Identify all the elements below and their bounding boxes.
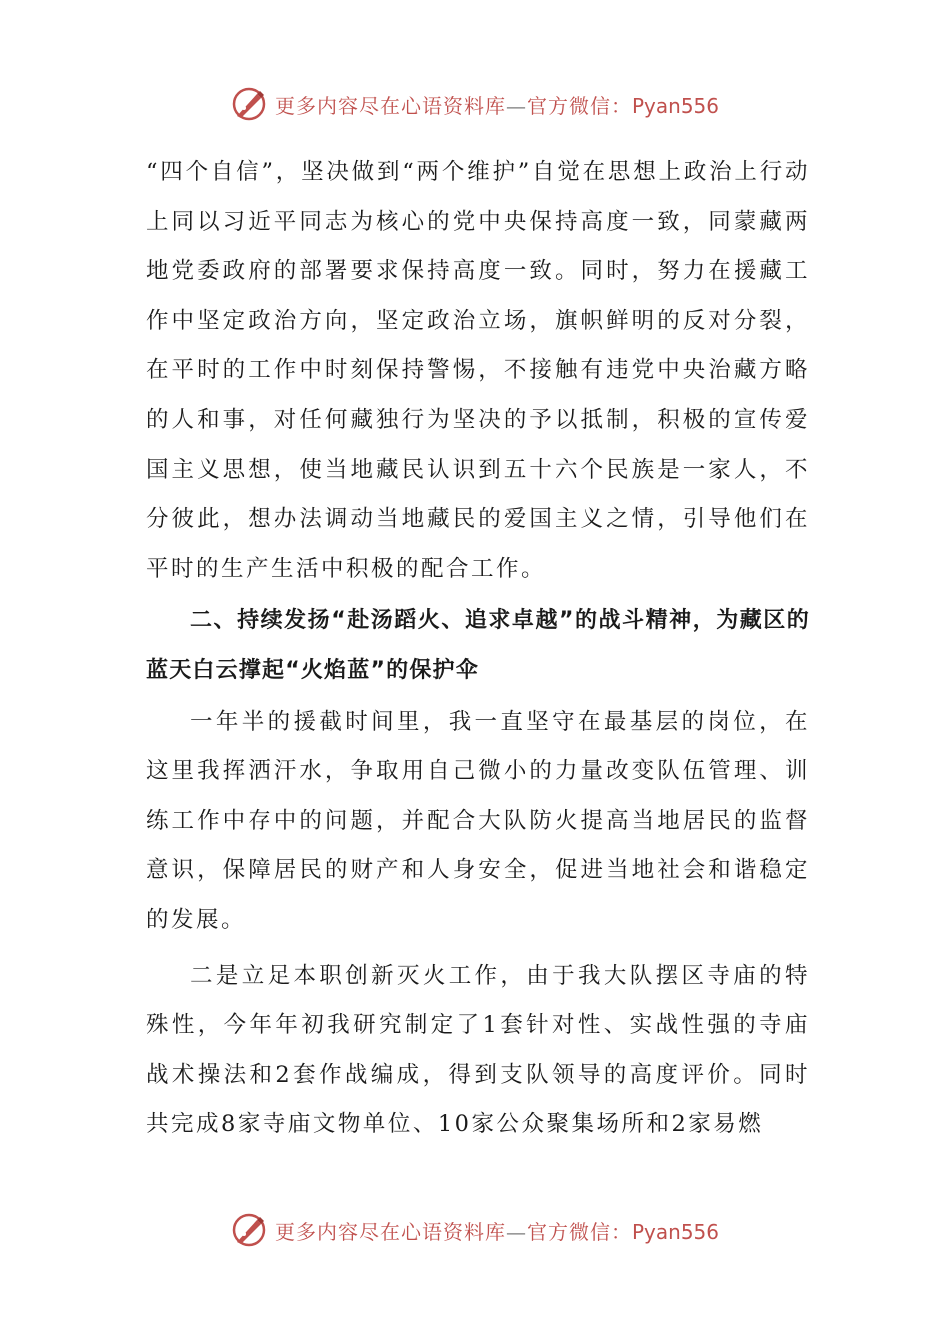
pen-seal-icon: [231, 1212, 267, 1248]
section-heading-2: 二、持续发扬“赴汤蹈火、追求卓越”的战斗精神，为藏区的蓝天白云撑起“火焰蓝”的保护伞: [146, 608, 810, 683]
footer-banner-title: 更多内容尽在心语资料库: [274, 1219, 506, 1244]
header-banner: [0, 82, 950, 126]
paragraph-2: 一年半的援截时间里，我一直坚守在最基层的岗位，在这里我挥洒汗水，争取用自己微小的力量改变队伍管理、训练工作中存中的问题，并配合大队防火提高当地居民的监督意识，保障居民的财产和人身安全，促进当地社会和谐稳定的发展。: [146, 708, 810, 933]
header-banner-separator: —: [505, 93, 527, 118]
footer-banner-text: [275, 1216, 719, 1245]
pen-seal-icon: [231, 86, 267, 122]
footer-banner: [0, 1208, 950, 1252]
header-banner-title: 更多内容尽在心语资料库: [274, 93, 506, 118]
paragraph-3: 二是立足本职创新灭火工作，由于我大队摆区寺庙的特殊性，今年年初我研究制定了1套针对性、实战性强的寺庙战术操法和2套作战编成，得到支队领导的高度评价。同时共完成8家寺庙文物单位、10家公众聚集场所和2家易燃: [146, 962, 810, 1138]
footer-banner-contact: 官方微信：: [526, 1219, 632, 1244]
document-body: [146, 148, 810, 1150]
header-banner-id: Pyan556: [631, 93, 719, 118]
header-banner-text: [275, 90, 719, 119]
footer-banner-id: Pyan556: [631, 1219, 719, 1244]
paragraph-1: “四个自信”，坚决做到“两个维护”自觉在思想上政治上行动上同以习近平同志为核心的党中央保持高度一致，同蒙藏两地党委政府的部署要求保持高度一致。同时，努力在援藏工作中坚定政治方向，坚定政治立场，旗帜鲜明的反对分裂，在平时的工作中时刻保持警惕，不接触有违党中央治藏方略的人和事，对任何藏独行为坚决的予以抵制，积极的宣传爱国主义思想，使当地藏民认识到五十六个民族是一家人，不分彼此，想办法调动当地藏民的爱国主义之情，引导他们在平时的生产生活中积极的配合工作。: [146, 159, 810, 582]
header-banner-contact: 官方微信：: [526, 93, 632, 118]
footer-banner-separator: —: [505, 1219, 527, 1244]
